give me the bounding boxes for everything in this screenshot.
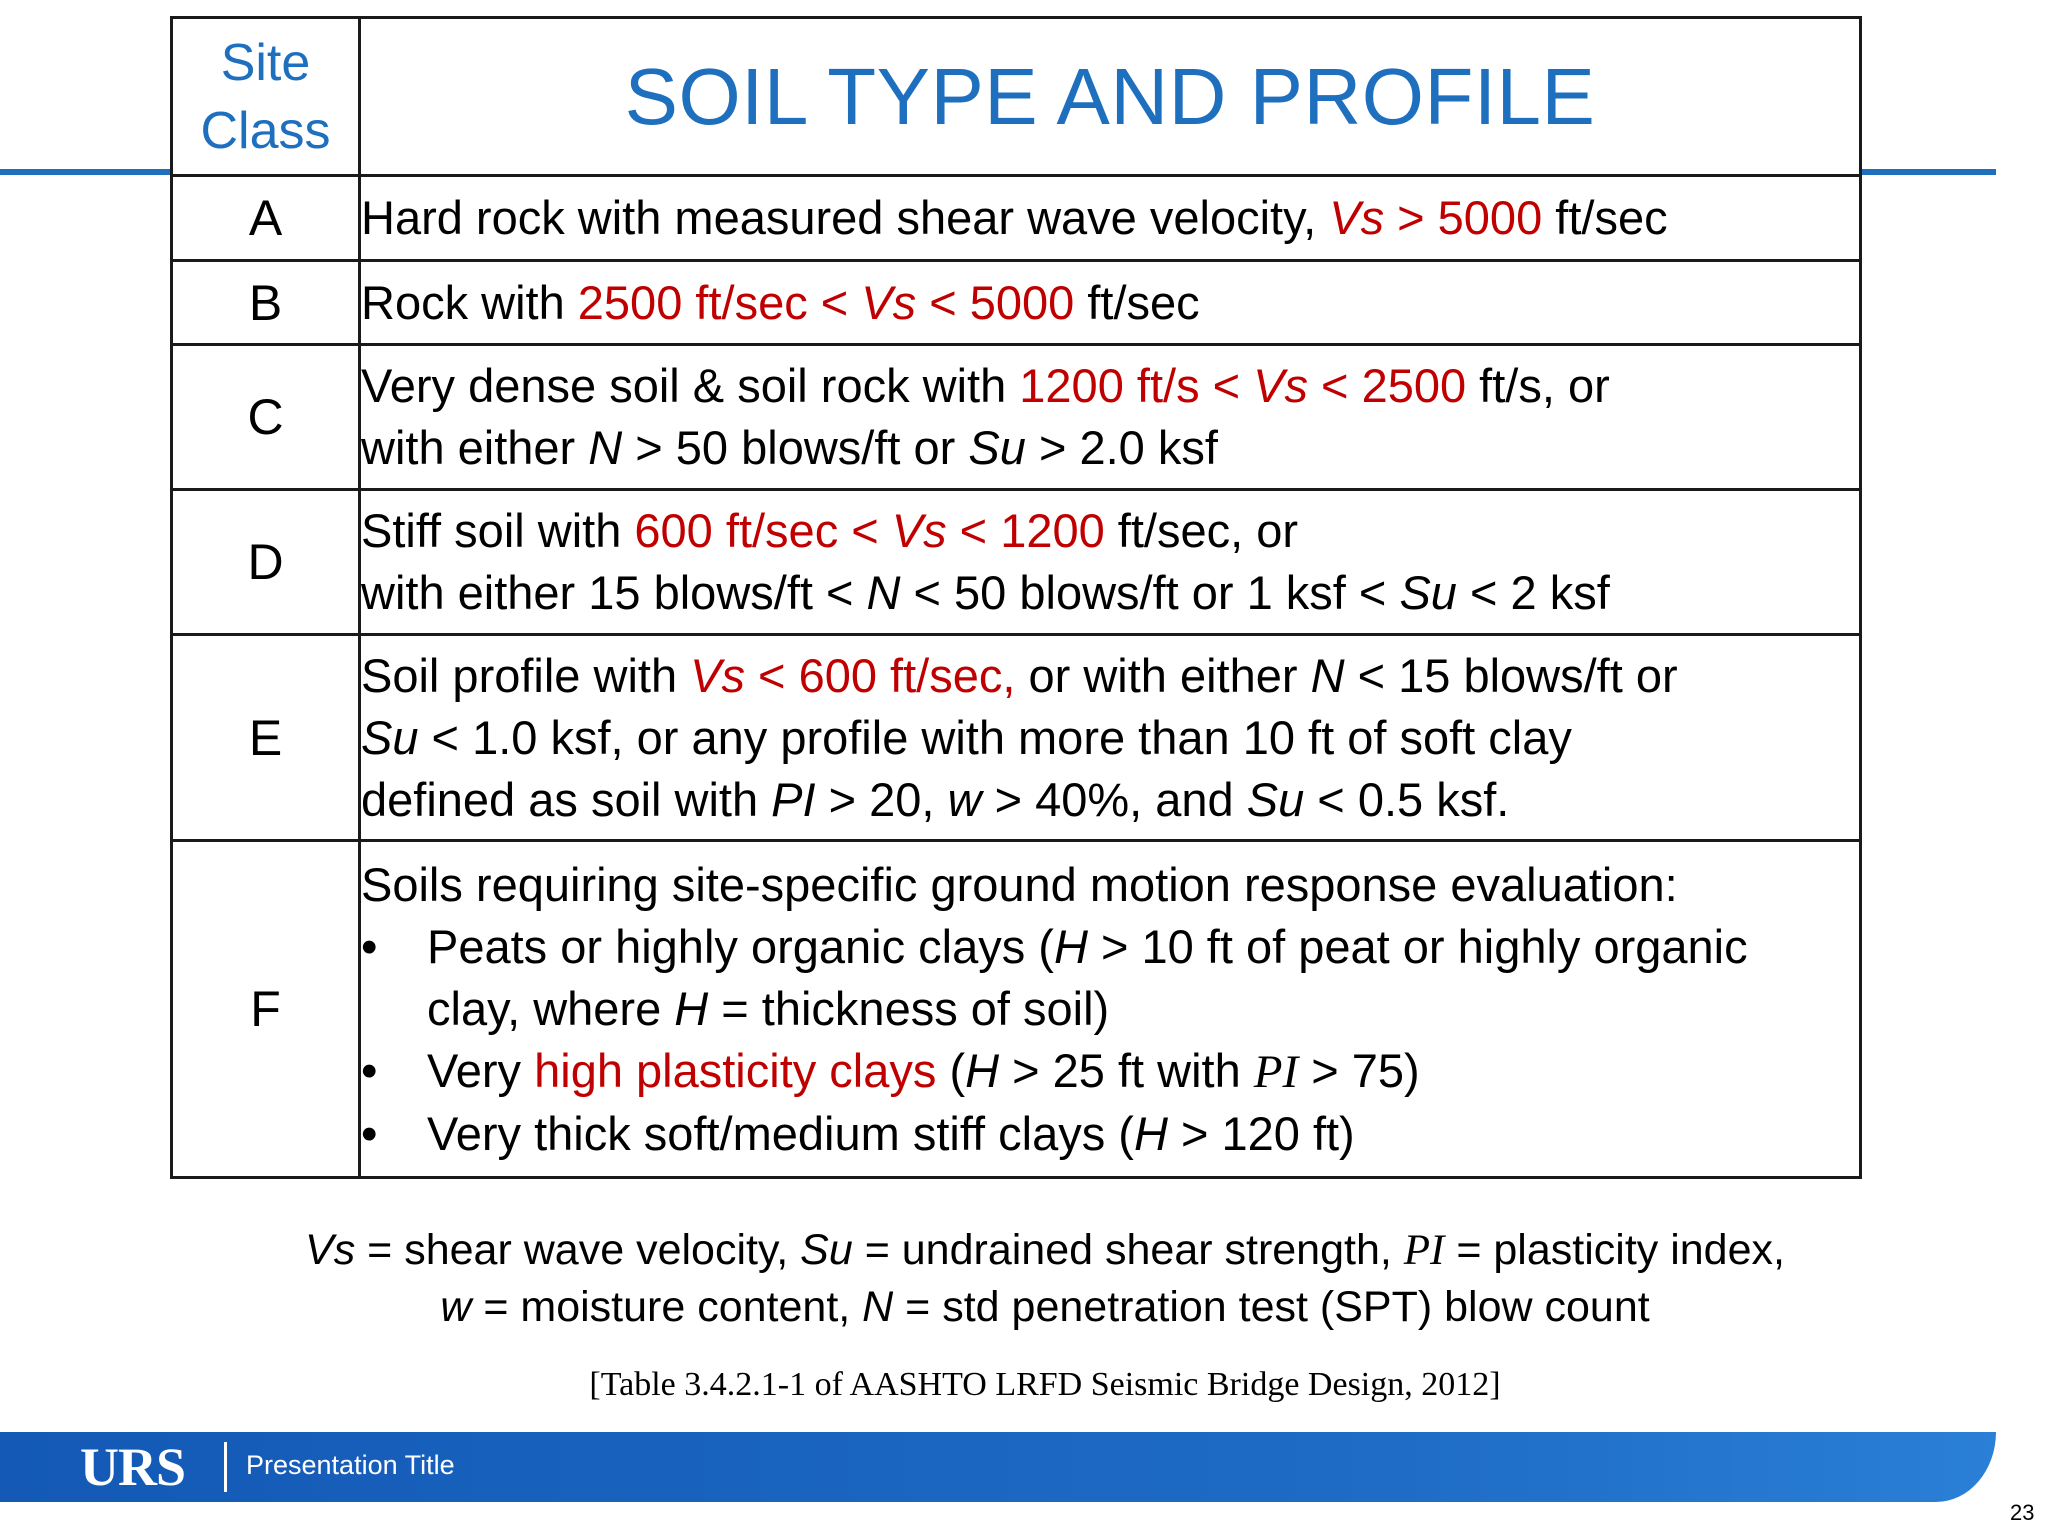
vs-symbol: Vs [305,1226,356,1274]
velocity-range: < 600 ft/sec, [745,648,1016,702]
n-symbol: N [866,566,901,619]
pi-symbol: PI [1253,1045,1299,1098]
legend-line-1 [170,1222,1920,1279]
text-run: < 0.5 ksf. [1304,772,1510,826]
list-item [361,916,1859,1040]
text-run: Very thick soft/medium stiff clays ( [427,1106,1134,1160]
site-class-cell: D [172,490,360,635]
text-run: ft/sec, or [1104,504,1299,557]
su-symbol: Su [1399,566,1457,619]
text-run: = std penetration test (SPT) blow count [893,1283,1650,1331]
vs-symbol: Vs [1253,359,1308,412]
text-run: < 2 ksf [1456,566,1610,619]
text-run: > 2.0 ksf [1025,421,1218,474]
soil-description-cell [360,261,1861,345]
text-run: Soil profile with [361,648,691,702]
text-run: ft/sec [1542,191,1668,244]
footer-divider [224,1442,227,1492]
velocity-range: 2500 ft/sec < [577,275,862,329]
soil-description-cell [360,635,1861,841]
text-run: Very [427,1043,535,1097]
highlight-text: high plasticity clays [534,1043,937,1097]
text-run: > 10 ft of peat or highly organic clay, where [427,919,1748,1035]
vs-symbol: Vs [861,275,917,329]
table-row [172,490,1861,635]
text-run: > 20, [815,772,948,826]
n-symbol: N [1310,648,1345,702]
text-run: or with either [1015,648,1311,702]
text-run: < 1.0 ksf, or any profile with more than 10 ft of soft clay [418,710,1572,764]
n-symbol: N [862,1283,894,1331]
text-run: Hard rock with measured shear wave velocity, [361,191,1330,244]
page-number: 23 [2010,1500,2035,1525]
text-run: = thickness of soil) [708,981,1110,1035]
site-class-header [172,18,360,176]
text-run: Very dense soil & soil rock with [361,359,1020,412]
text-run: ft/sec [1074,275,1200,329]
h-symbol: H [965,1043,1000,1097]
text-run: with either [361,421,589,474]
text-run: < 50 blows/ft or 1 ksf < [900,566,1400,619]
text-run: ( [936,1043,966,1097]
list-item [361,1040,1859,1103]
velocity-range: < 2500 [1308,359,1467,412]
text-run: > 75) [1298,1043,1420,1097]
text-run: = shear wave velocity, [355,1226,801,1274]
table-row [172,261,1861,345]
soil-description-cell [360,176,1861,261]
table-row [172,345,1861,490]
text-run: Stiff soil with [361,504,635,557]
text-run: < 15 blows/ft or [1344,648,1678,702]
site-class-header-line2: Class [200,101,331,160]
site-class-cell: F [172,841,360,1178]
w-symbol: w [947,772,982,826]
legend-line-2 [170,1279,1920,1335]
velocity-range: < 1200 [946,504,1105,557]
table-header-row [172,18,1861,176]
su-symbol: Su [361,710,419,764]
velocity-range: 600 ft/sec < [634,504,892,557]
text-run: > 40%, and [981,772,1247,826]
su-symbol: Su [1246,772,1305,826]
site-class-cell: E [172,635,360,841]
text-run: > 25 ft with [999,1043,1254,1097]
table-row [172,841,1861,1178]
text-run: ft/s, or [1466,359,1610,412]
urs-logo: URS [80,1437,186,1497]
table-row [172,176,1861,261]
f-bullet-list [361,916,1859,1165]
presentation-title: Presentation Title [246,1450,455,1480]
pi-symbol: PI [771,772,816,826]
h-symbol: H [1053,919,1088,973]
w-symbol: w [440,1283,472,1331]
site-class-cell: B [172,261,360,345]
text-run: > 50 blows/ft or [622,421,969,474]
text-run: = plasticity index, [1444,1226,1785,1274]
soil-table [170,16,1862,1179]
n-symbol: N [588,421,623,474]
soil-description-cell [360,490,1861,635]
text-run: = undrained shear strength, [852,1226,1404,1274]
footer-bar [0,1432,1996,1502]
h-symbol: H [674,981,709,1035]
site-class-cell: A [172,176,360,261]
soil-description-cell [360,841,1861,1178]
text-run: = moisture content, [471,1283,863,1331]
su-symbol: Su [968,421,1026,474]
f-intro: Soils requiring site-specific ground motion response evaluation: [361,857,1678,911]
table-title: SOIL TYPE AND PROFILE [360,18,1861,176]
text-run: defined as soil with [361,772,772,826]
velocity-range: > 5000 [1384,191,1543,244]
text-run: with either 15 blows/ft < [361,566,867,619]
vs-symbol: Vs [891,504,947,557]
velocity-range: < 5000 [916,275,1075,329]
list-item [361,1103,1859,1165]
su-symbol: Su [800,1226,853,1274]
site-class-cell: C [172,345,360,490]
pi-symbol: PI [1403,1227,1445,1274]
h-symbol: H [1133,1106,1168,1160]
vs-symbol: Vs [1329,191,1385,244]
text-run: Peats or highly organic clays ( [427,919,1054,973]
velocity-range: 1200 ft/s < [1019,359,1254,412]
site-class-header-line1: Site [220,33,311,92]
table-row [172,635,1861,841]
symbol-legend [170,1222,1920,1335]
text-run: Rock with [361,275,578,329]
source-citation: [Table 3.4.2.1-1 of AASHTO LRFD Seismic Bridge Design, 2012] [589,1366,1501,1403]
soil-description-cell [360,345,1861,490]
text-run: > 120 ft) [1167,1106,1355,1160]
vs-symbol: Vs [690,648,745,702]
